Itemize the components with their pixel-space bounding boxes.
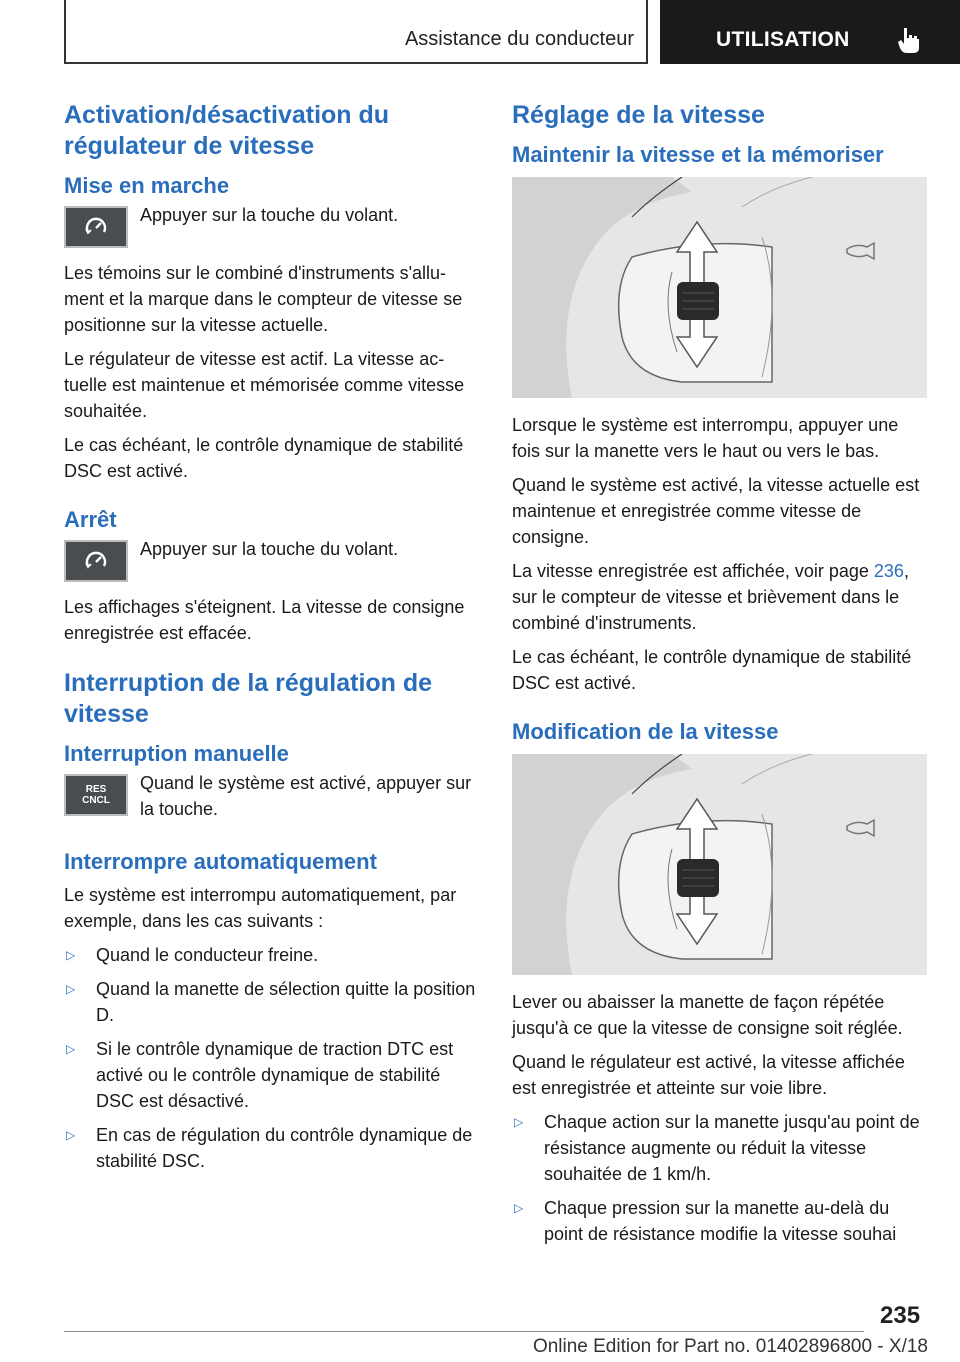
header-section-box (64, 0, 648, 64)
header-chapter-label: UTILISATION (716, 28, 850, 51)
right-column (512, 100, 927, 1255)
instruction-on (64, 206, 479, 248)
heading-interruption-manuelle: Interruption manuelle (64, 741, 289, 766)
res-label: RES (85, 784, 107, 795)
cruise-control-icon (64, 206, 128, 248)
instruction-on-text: Appuyer sur la touche du volant. (140, 205, 399, 225)
cncl-label: CNCL (82, 795, 110, 806)
paragraph: Le cas échéant, le contrôle dynamique de stabilité DSC est activé. (512, 647, 912, 693)
bullet-triangle-icon: ▷ (514, 1115, 524, 1129)
list-item: ▷ Quand le conducteur freine. (64, 942, 479, 968)
paragraph: Les affichages s'éteignent. La vitesse de consigne enregistrée est effacée. (64, 597, 465, 643)
modify-speed-list (512, 1109, 927, 1247)
bullet-triangle-icon: ▷ (514, 1201, 524, 1215)
page-reference-link[interactable]: 236 (873, 561, 904, 581)
paragraph: Lorsque le système est interrompu, appuyer une fois sur la manette vers le haut ou vers le bas. (512, 415, 899, 461)
hand-pointer-icon (896, 26, 922, 54)
paragraph: La vitesse enregistrée est affichée, voir page 236, sur le compteur de vitesse et brièvement dans le combiné d'instruments. (512, 561, 909, 633)
section-title-interruption: Interruption de la régulation de vitesse (64, 669, 433, 728)
section-title-reglage: Réglage de la vitesse (512, 101, 765, 129)
heading-maintenir-vitesse: Maintenir la vitesse et la mémoriser (512, 142, 884, 167)
bullet-triangle-icon: ▷ (66, 982, 76, 996)
list-item: ▷ Chaque action sur la manette jusqu'au point de résistance augmente ou réduit la vitesse souhaitée de 1 km/h. (512, 1109, 927, 1187)
res-cncl-button-icon (64, 774, 128, 816)
list-item: ▷ Chaque pression sur la manette au-delà du point de résistance modifie la vitesse souhai (512, 1195, 927, 1247)
list-item: ▷ Si le contrôle dynamique de traction DTC est activé ou le contrôle dynamique de stabilité DSC est désactivé. (64, 1036, 479, 1114)
page-number: 235 (880, 1302, 921, 1329)
auto-interrupt-list (64, 942, 479, 1174)
list-item: ▷ Quand la manette de sélection quitte la position D. (64, 976, 479, 1028)
list-item: ▷ En cas de régulation du contrôle dynamique de stabilité DSC. (64, 1122, 479, 1174)
header-section-title: Assistance du conducteur (404, 28, 634, 50)
paragraph: Quand le régulateur est activé, la vitesse affichée est enregistrée et atteinte sur voie libre. (512, 1052, 905, 1098)
paragraph: Quand le système est activé, la vitesse actuelle est maintenue et enregistrée comme vitesse de consigne. (512, 475, 920, 547)
left-column (64, 100, 479, 1182)
footer-divider (64, 1331, 864, 1332)
bullet-triangle-icon: ▷ (66, 1128, 76, 1142)
instruction-off (64, 540, 479, 582)
bullet-triangle-icon: ▷ (66, 948, 76, 962)
instruction-off-text: Appuyer sur la touche du volant. (140, 539, 399, 559)
paragraph: Lever ou abaisser la manette de façon répétée jusqu'à ce que la vitesse de consigne soit réglée. (512, 992, 903, 1038)
heading-interrompre-automatiquement: Interrompre automatiquement (64, 849, 377, 874)
paragraph: Le système est interrompu automatiquement, par exemple, dans les cas suivants : (64, 885, 457, 931)
instruction-manual (64, 774, 479, 822)
steering-wheel-rocker-photo (512, 754, 927, 975)
bullet-triangle-icon: ▷ (66, 1042, 76, 1056)
footer-edition: Online Edition for Part no. 01402896800 - X/18 (532, 1336, 928, 1357)
heading-arret: Arrêt (64, 507, 117, 532)
paragraph: Le cas échéant, le contrôle dynamique de stabilité DSC est activé. (64, 435, 464, 481)
cruise-control-icon (64, 540, 128, 582)
header-chapter-tab (660, 0, 960, 64)
section-title-activation: Activation/désactivation du régulateur de vitesse (64, 101, 390, 160)
instruction-manual-text: Quand le système est activé, appuyer sur la touche. (140, 773, 472, 819)
paragraph: Les témoins sur le combiné d'instruments s'allument et la marque dans le compteur de vitesse se positionne sur la vitesse actuelle. (64, 263, 463, 335)
steering-wheel-rocker-photo (512, 177, 927, 398)
heading-modification-vitesse: Modification de la vitesse (512, 719, 779, 744)
paragraph: Le régulateur de vitesse est actif. La vitesse actuelle est maintenue et mémorisée comme vitesse souhaitée. (64, 349, 465, 421)
heading-mise-en-marche: Mise en marche (64, 173, 230, 198)
